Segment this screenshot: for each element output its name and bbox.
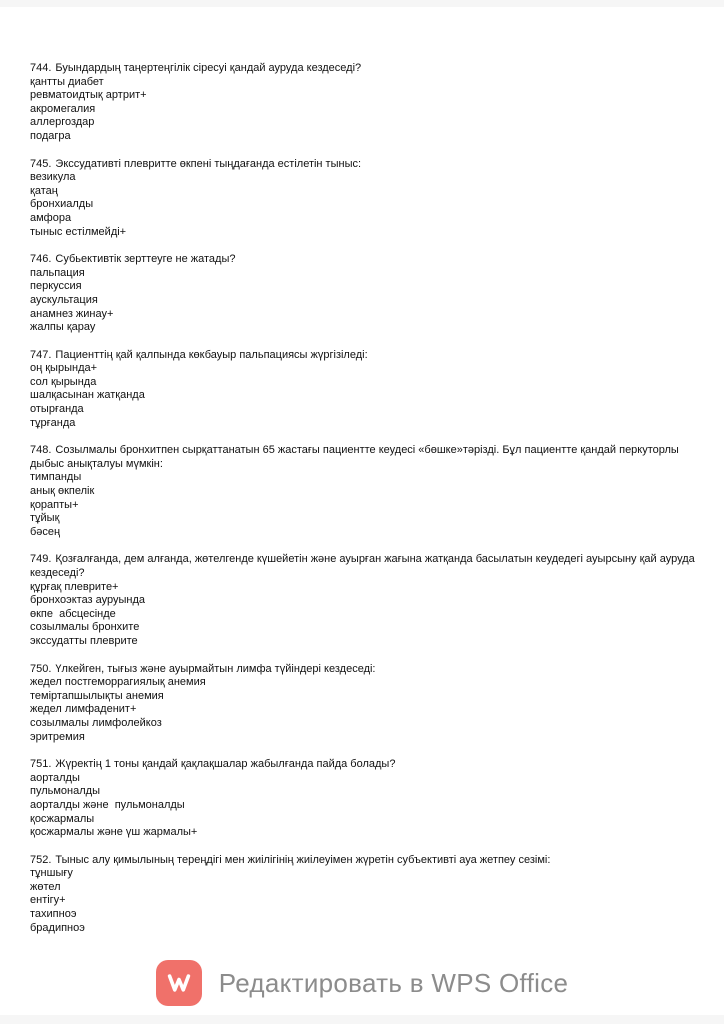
question-number: 744.: [30, 62, 52, 74]
question-options: [30, 267, 696, 335]
question-text: Созылмалы бронхитпен сырқаттанатын 65 жастағы пациентте кеудесі «бөшке»тәрізді. Бұл пациентте қандай перкуторлы дыбыс анықталуы мүмкін:: [30, 444, 679, 470]
option-line: бәсең: [30, 525, 61, 538]
question-line: [30, 158, 696, 172]
option-line: қорапты+: [30, 498, 79, 511]
question-line: [30, 663, 696, 677]
option-line: созылмалы лимфолейкоз: [30, 716, 162, 729]
question-number: 752.: [30, 853, 52, 866]
question-line: [30, 758, 696, 772]
question-options: [30, 471, 696, 539]
option-line: оң қырында+: [30, 362, 98, 375]
question-block: [30, 349, 696, 431]
option-line: тұйық: [30, 512, 60, 525]
option-line: анамнез жинау+: [30, 307, 114, 320]
option-line: құрғақ плеврите+: [30, 580, 119, 593]
option-line: пальпация: [30, 266, 85, 279]
question-block: [30, 62, 696, 144]
question-options: [30, 772, 696, 840]
question-text: Үлкейген, тығыз және ауырмайтын лимфа түйіндері кездеседі:: [55, 662, 376, 675]
question-block: [30, 663, 696, 745]
question-block: [30, 553, 696, 648]
question-block: [30, 444, 696, 539]
question-options: [30, 676, 696, 744]
option-line: отырғанда: [30, 403, 84, 416]
question-line: [30, 253, 696, 267]
question-number: 750.: [30, 662, 52, 675]
question-number: 747.: [30, 348, 52, 361]
question-number: 745.: [30, 157, 52, 170]
question-line: [30, 349, 696, 363]
question-number: 751.: [30, 758, 52, 771]
option-line: теміртапшылықты анемия: [30, 689, 164, 702]
question-options: [30, 581, 696, 649]
option-line: қосжармалы және үш жармалы+: [30, 826, 198, 839]
option-line: брадипноэ: [30, 921, 85, 934]
questions-list: [30, 62, 696, 949]
option-line: ентігу+: [30, 894, 66, 907]
question-line: [30, 854, 696, 868]
question-options: [30, 362, 696, 430]
option-line: тұрғанда: [30, 416, 76, 429]
option-line: қантты диабет: [30, 75, 104, 88]
option-line: перкуссия: [30, 280, 82, 293]
question-block: [30, 854, 696, 936]
question-text: Пациенттің қай қалпында көкбауыр пальпациясы жүргізіледі:: [55, 348, 368, 361]
question-text: Тыныс алу қимылының тереңдігі мен жиілігінің жиілеуімен жүретін субъективті ауа жетпеу сезімі:: [55, 853, 551, 866]
option-line: бронхиалды: [30, 198, 94, 211]
option-line: тимпанды: [30, 471, 82, 484]
option-line: тыныс естілмейді+: [30, 225, 127, 238]
option-line: тахипноэ: [30, 908, 77, 921]
option-line: сол қырында: [30, 375, 97, 388]
question-line: [30, 444, 696, 471]
question-options: [30, 76, 696, 144]
option-line: амфора: [30, 211, 72, 224]
option-line: аллергоздар: [30, 116, 95, 129]
option-line: жөтел: [30, 880, 61, 893]
question-block: [30, 253, 696, 335]
option-line: акромегалия: [30, 102, 96, 115]
wps-edit-label: Редактировать в WPS Office: [218, 967, 569, 998]
question-text: Буындардың таңертеңгілік сіресуі қандай ауруда кездеседі?: [55, 62, 362, 74]
option-line: шалқасынан жатқанда: [30, 389, 145, 402]
option-line: созылмалы бронхите: [30, 621, 140, 634]
question-text: Экссудативті плевритте өкпені тыңдағанда естілетін тыныс:: [55, 157, 362, 170]
option-line: аорталды: [30, 771, 80, 784]
question-options: [30, 171, 696, 239]
question-text: Жүректің 1 тоны қандай қақлақшалар жабылғанда пайда болады?: [55, 758, 396, 771]
question-number: 749.: [30, 553, 52, 566]
option-line: бронхоэктаз ауруында: [30, 594, 146, 607]
question-number: 748.: [30, 444, 52, 457]
option-line: экссудатты плеврите: [30, 634, 138, 647]
question-line: [30, 62, 696, 76]
question-block: [30, 758, 696, 840]
question-text: Қозғалғанда, дем алғанда, жөтелгенде күшейетін және ауырған жағына жатқанда басылатын кеудедегі ауырсыну қай ауруда кездеседі?: [30, 553, 695, 579]
option-line: аускультация: [30, 293, 98, 306]
option-line: тұншығу: [30, 867, 73, 880]
question-options: [30, 867, 696, 935]
option-line: аорталды және пульмоналды: [30, 798, 185, 811]
option-line: жедел постгеморрагиялық анемия: [30, 676, 206, 689]
wps-logo-icon: [156, 960, 202, 1006]
option-line: қосжармалы: [30, 812, 95, 825]
option-line: қатаң: [30, 184, 58, 197]
question-number: 746.: [30, 253, 52, 266]
wps-edit-banner[interactable]: [0, 959, 724, 1007]
option-line: өкпе абсцесінде: [30, 607, 116, 620]
option-line: анық өкпелік: [30, 485, 95, 498]
option-line: ревматоидтық артрит+: [30, 89, 147, 102]
question-line: [30, 553, 696, 580]
option-line: везикула: [30, 171, 76, 184]
option-line: эритремия: [30, 730, 85, 743]
option-line: подагра: [30, 129, 71, 142]
option-line: жедел лимфаденит+: [30, 703, 137, 716]
page-top-edge: [0, 0, 724, 7]
option-line: жалпы қарау: [30, 321, 96, 334]
question-text: Субьективтік зерттеуге не жатады?: [55, 253, 236, 266]
page-bottom-edge: [0, 1015, 724, 1024]
question-block: [30, 158, 696, 240]
option-line: пульмоналды: [30, 785, 100, 798]
